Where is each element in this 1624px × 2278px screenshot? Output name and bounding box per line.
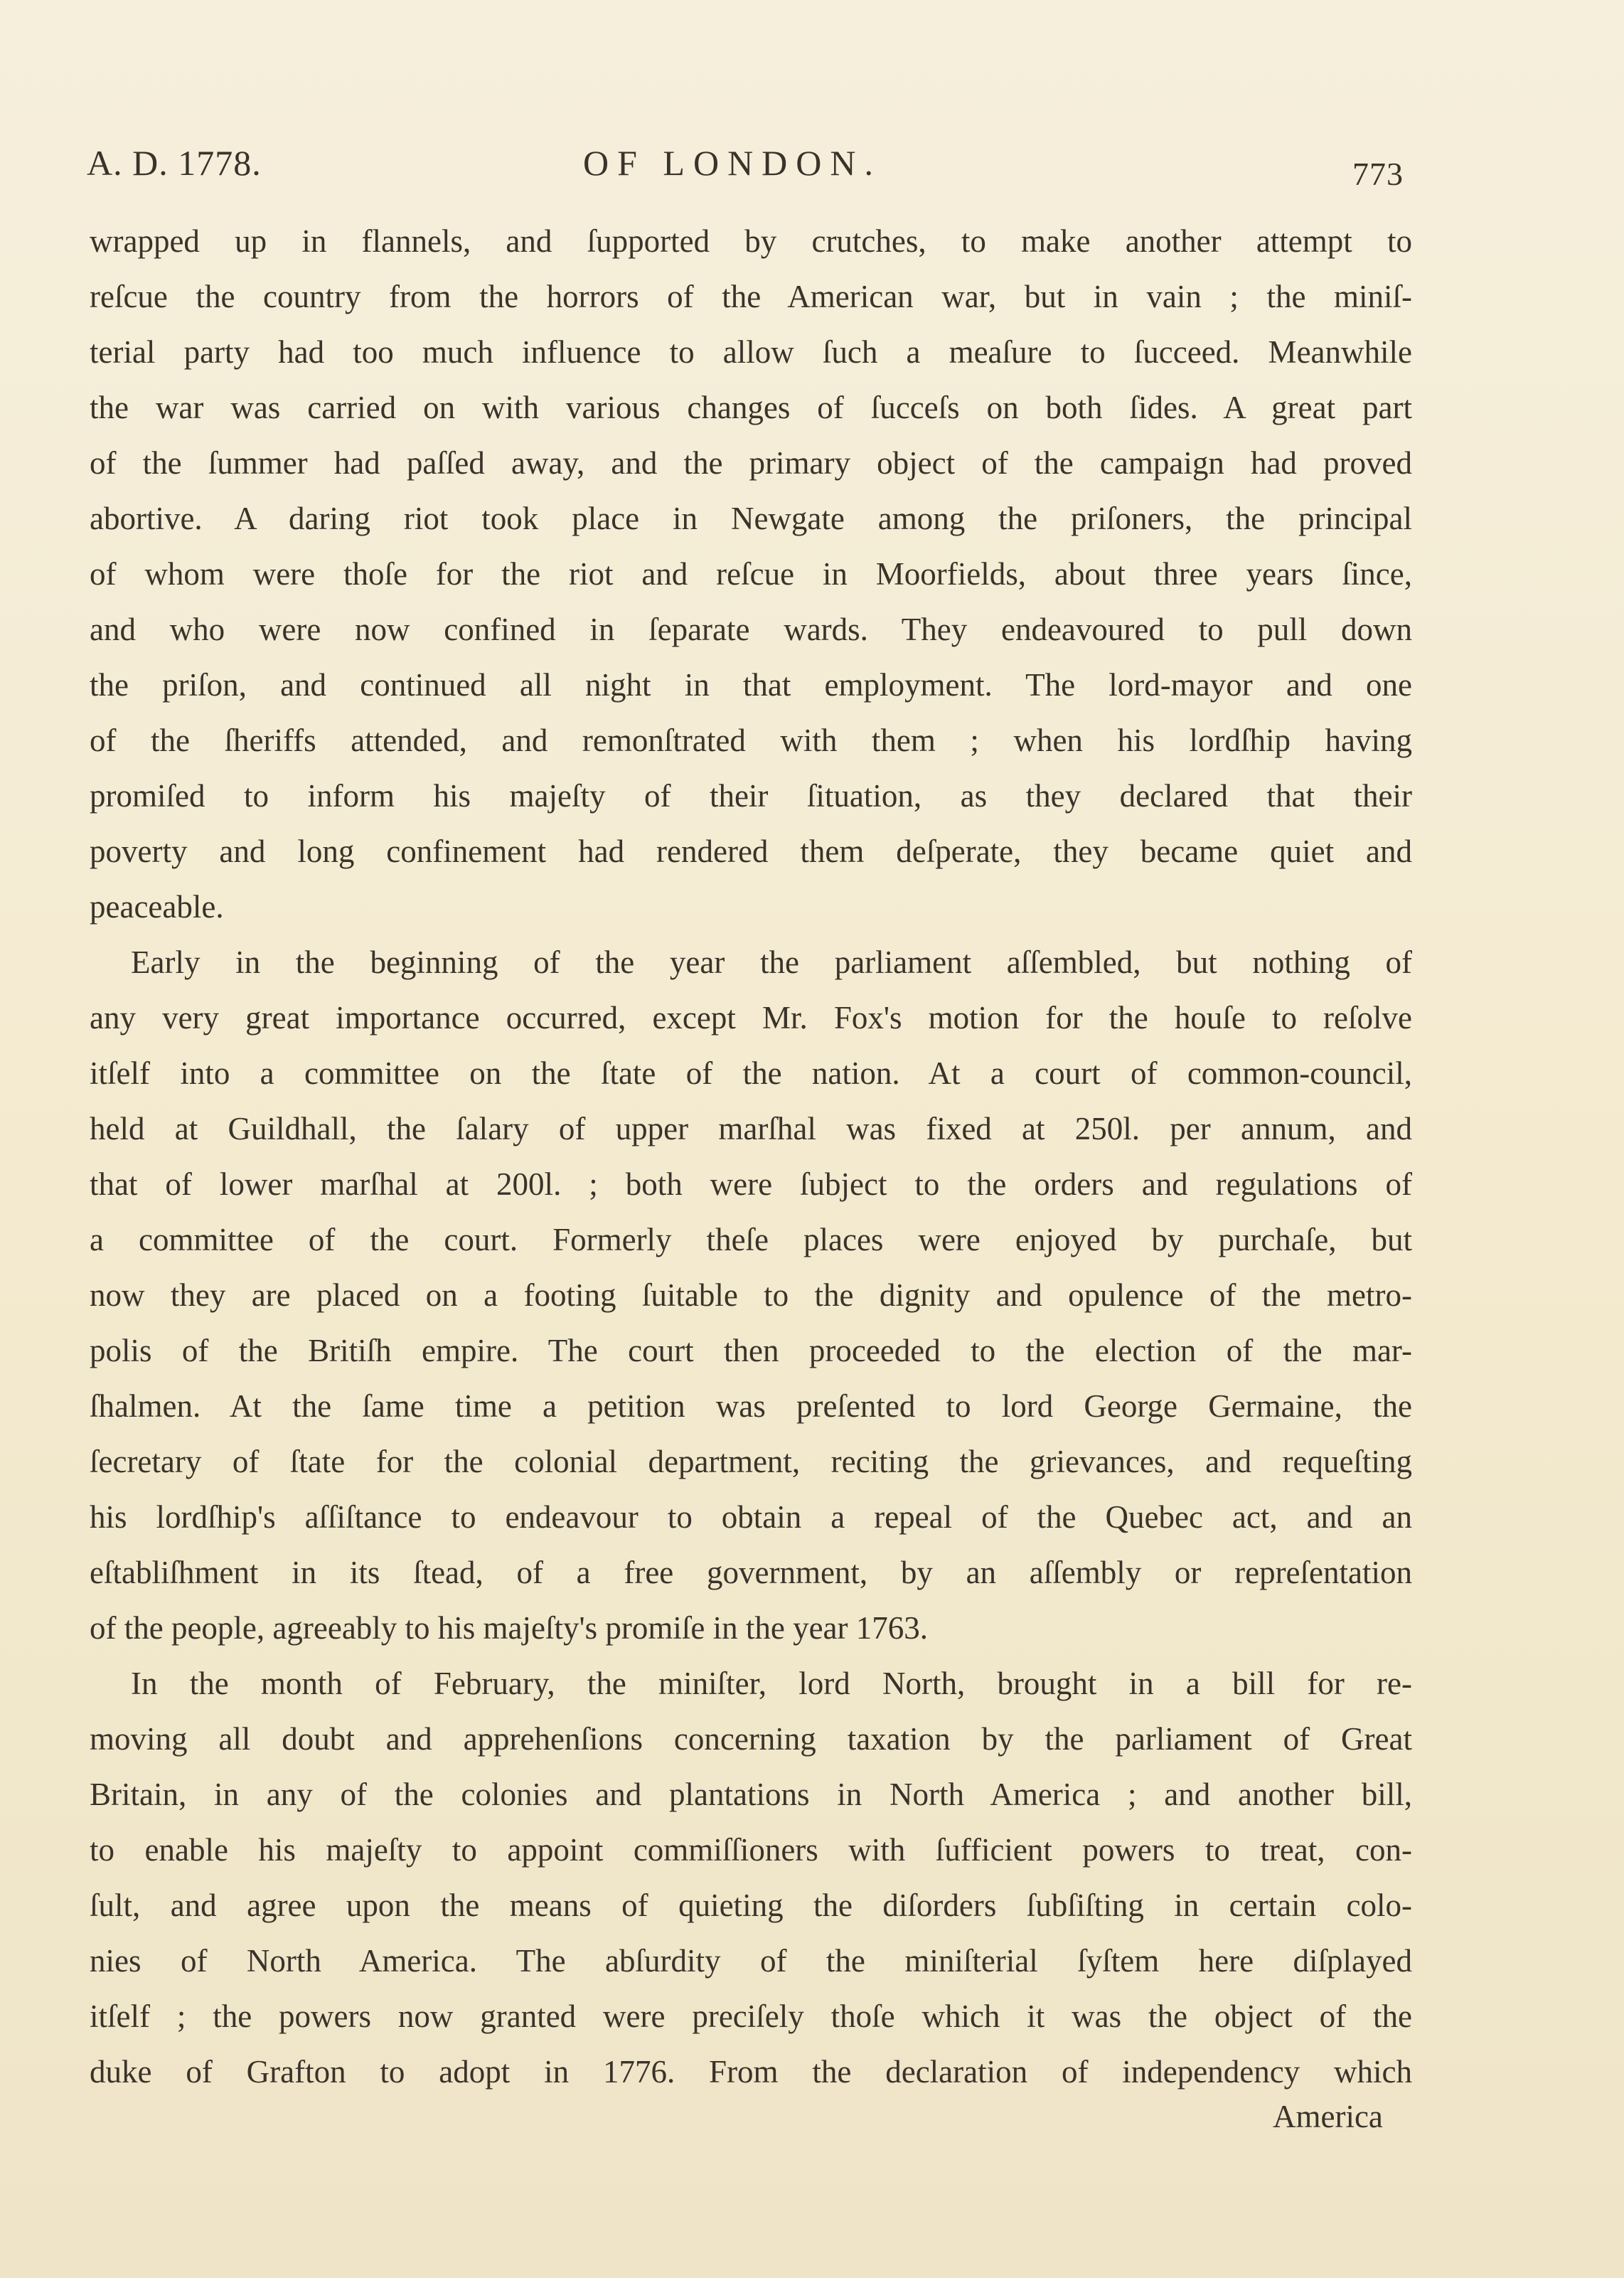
text-line: wrapped up in flannels, and ſupported by crutches, to make another attempt to bbox=[90, 223, 1412, 259]
text-line: of the ſummer had paſſed away, and the primary object of the campaign had proved bbox=[90, 445, 1412, 481]
text-line: ſecretary of ſtate for the colonial department, reciting the grievances, and requeſting bbox=[90, 1444, 1412, 1479]
catchword: America bbox=[1273, 2099, 1383, 2134]
text-line: reſcue the country from the horrors of the American war, but in vain ; the miniſ- bbox=[90, 279, 1412, 314]
text-line: duke of Grafton to adopt in 1776. From the declaration of independency which bbox=[90, 2054, 1412, 2090]
text-line: any very great importance occurred, except Mr. Fox's motion for the houſe to reſolve bbox=[90, 1000, 1412, 1036]
text-line: held at Guildhall, the ſalary of upper marſhal was fixed at 250l. per annum, and bbox=[90, 1111, 1412, 1146]
text-line: itſelf ; the powers now granted were preciſely thoſe which it was the object of the bbox=[90, 1998, 1412, 2034]
text-line: moving all doubt and apprehenſions concerning taxation by the parliament of Great bbox=[90, 1721, 1412, 1757]
text-line: polis of the Britiſh empire. The court then proceeded to the election of the mar- bbox=[90, 1333, 1412, 1368]
text-line: terial party had too much influence to allow ſuch a meaſure to ſucceed. Meanwhile bbox=[90, 334, 1412, 370]
header-title: OF LONDON. bbox=[583, 143, 882, 183]
text-line: Britain, in any of the colonies and plantations in North America ; and another bill, bbox=[90, 1777, 1412, 1812]
text-line: a committee of the court. Formerly theſe places were enjoyed by purchaſe, but bbox=[90, 1222, 1412, 1257]
text-line: that of lower marſhal at 200l. ; both were ſubject to the orders and regulations of bbox=[90, 1166, 1412, 1202]
text-line: of the people, agreeably to his majeſty's promiſe in the year 1763. bbox=[90, 1610, 929, 1646]
text-line: peaceable. bbox=[90, 889, 224, 925]
text-line: the priſon, and continued all night in that employment. The lord-mayor and one bbox=[90, 667, 1412, 703]
text-line: In the month of February, the miniſter, lord North, brought in a bill for re- bbox=[131, 1666, 1412, 1701]
text-line: eſtabliſhment in its ſtead, of a free government, by an aſſembly or repreſentation bbox=[90, 1555, 1412, 1590]
page-number: 773 bbox=[1352, 156, 1404, 192]
text-line: ſhalmen. At the ſame time a petition was preſented to lord George Germaine, the bbox=[90, 1388, 1412, 1424]
text-line: of the ſheriffs attended, and remonſtrated with them ; when his lordſhip having bbox=[90, 723, 1412, 758]
text-line: promiſed to inform his majeſty of their ſituation, as they declared that their bbox=[90, 778, 1412, 814]
text-line: abortive. A daring riot took place in Newgate among the priſoners, the principal bbox=[90, 501, 1412, 536]
text-line: poverty and long confinement had rendered them deſperate, they became quiet and bbox=[90, 834, 1412, 869]
text-line: of whom were thoſe for the riot and reſcue in Moorfields, about three years ſince, bbox=[90, 556, 1412, 592]
text-line: the war was carried on with various changes of ſucceſs on both ſides. A great part bbox=[90, 390, 1412, 425]
body-text bbox=[90, 213, 1412, 2099]
text-line: nies of North America. The abſurdity of the miniſterial ſyſtem here diſplayed bbox=[90, 1943, 1412, 1979]
text-line: ſult, and agree upon the means of quieting the diſorders ſubſiſting in certain colo- bbox=[90, 1888, 1412, 1923]
text-line: Early in the beginning of the year the parliament aſſembled, but nothing of bbox=[131, 944, 1412, 980]
text-line: and who were now confined in ſeparate wards. They endeavoured to pull down bbox=[90, 612, 1412, 647]
text-line: his lordſhip's aſſiſtance to endeavour to obtain a repeal of the Quebec act, and an bbox=[90, 1499, 1412, 1535]
running-header bbox=[0, 142, 1624, 192]
header-date: A. D. 1778. bbox=[87, 143, 262, 183]
text-line: to enable his majeſty to appoint commiſſioners with ſufficient powers to treat, con- bbox=[90, 1832, 1412, 1868]
text-line: now they are placed on a footing ſuitable to the dignity and opulence of the metro- bbox=[90, 1277, 1412, 1313]
text-line: itſelf into a committee on the ſtate of the nation. At a court of common-council, bbox=[90, 1055, 1412, 1091]
